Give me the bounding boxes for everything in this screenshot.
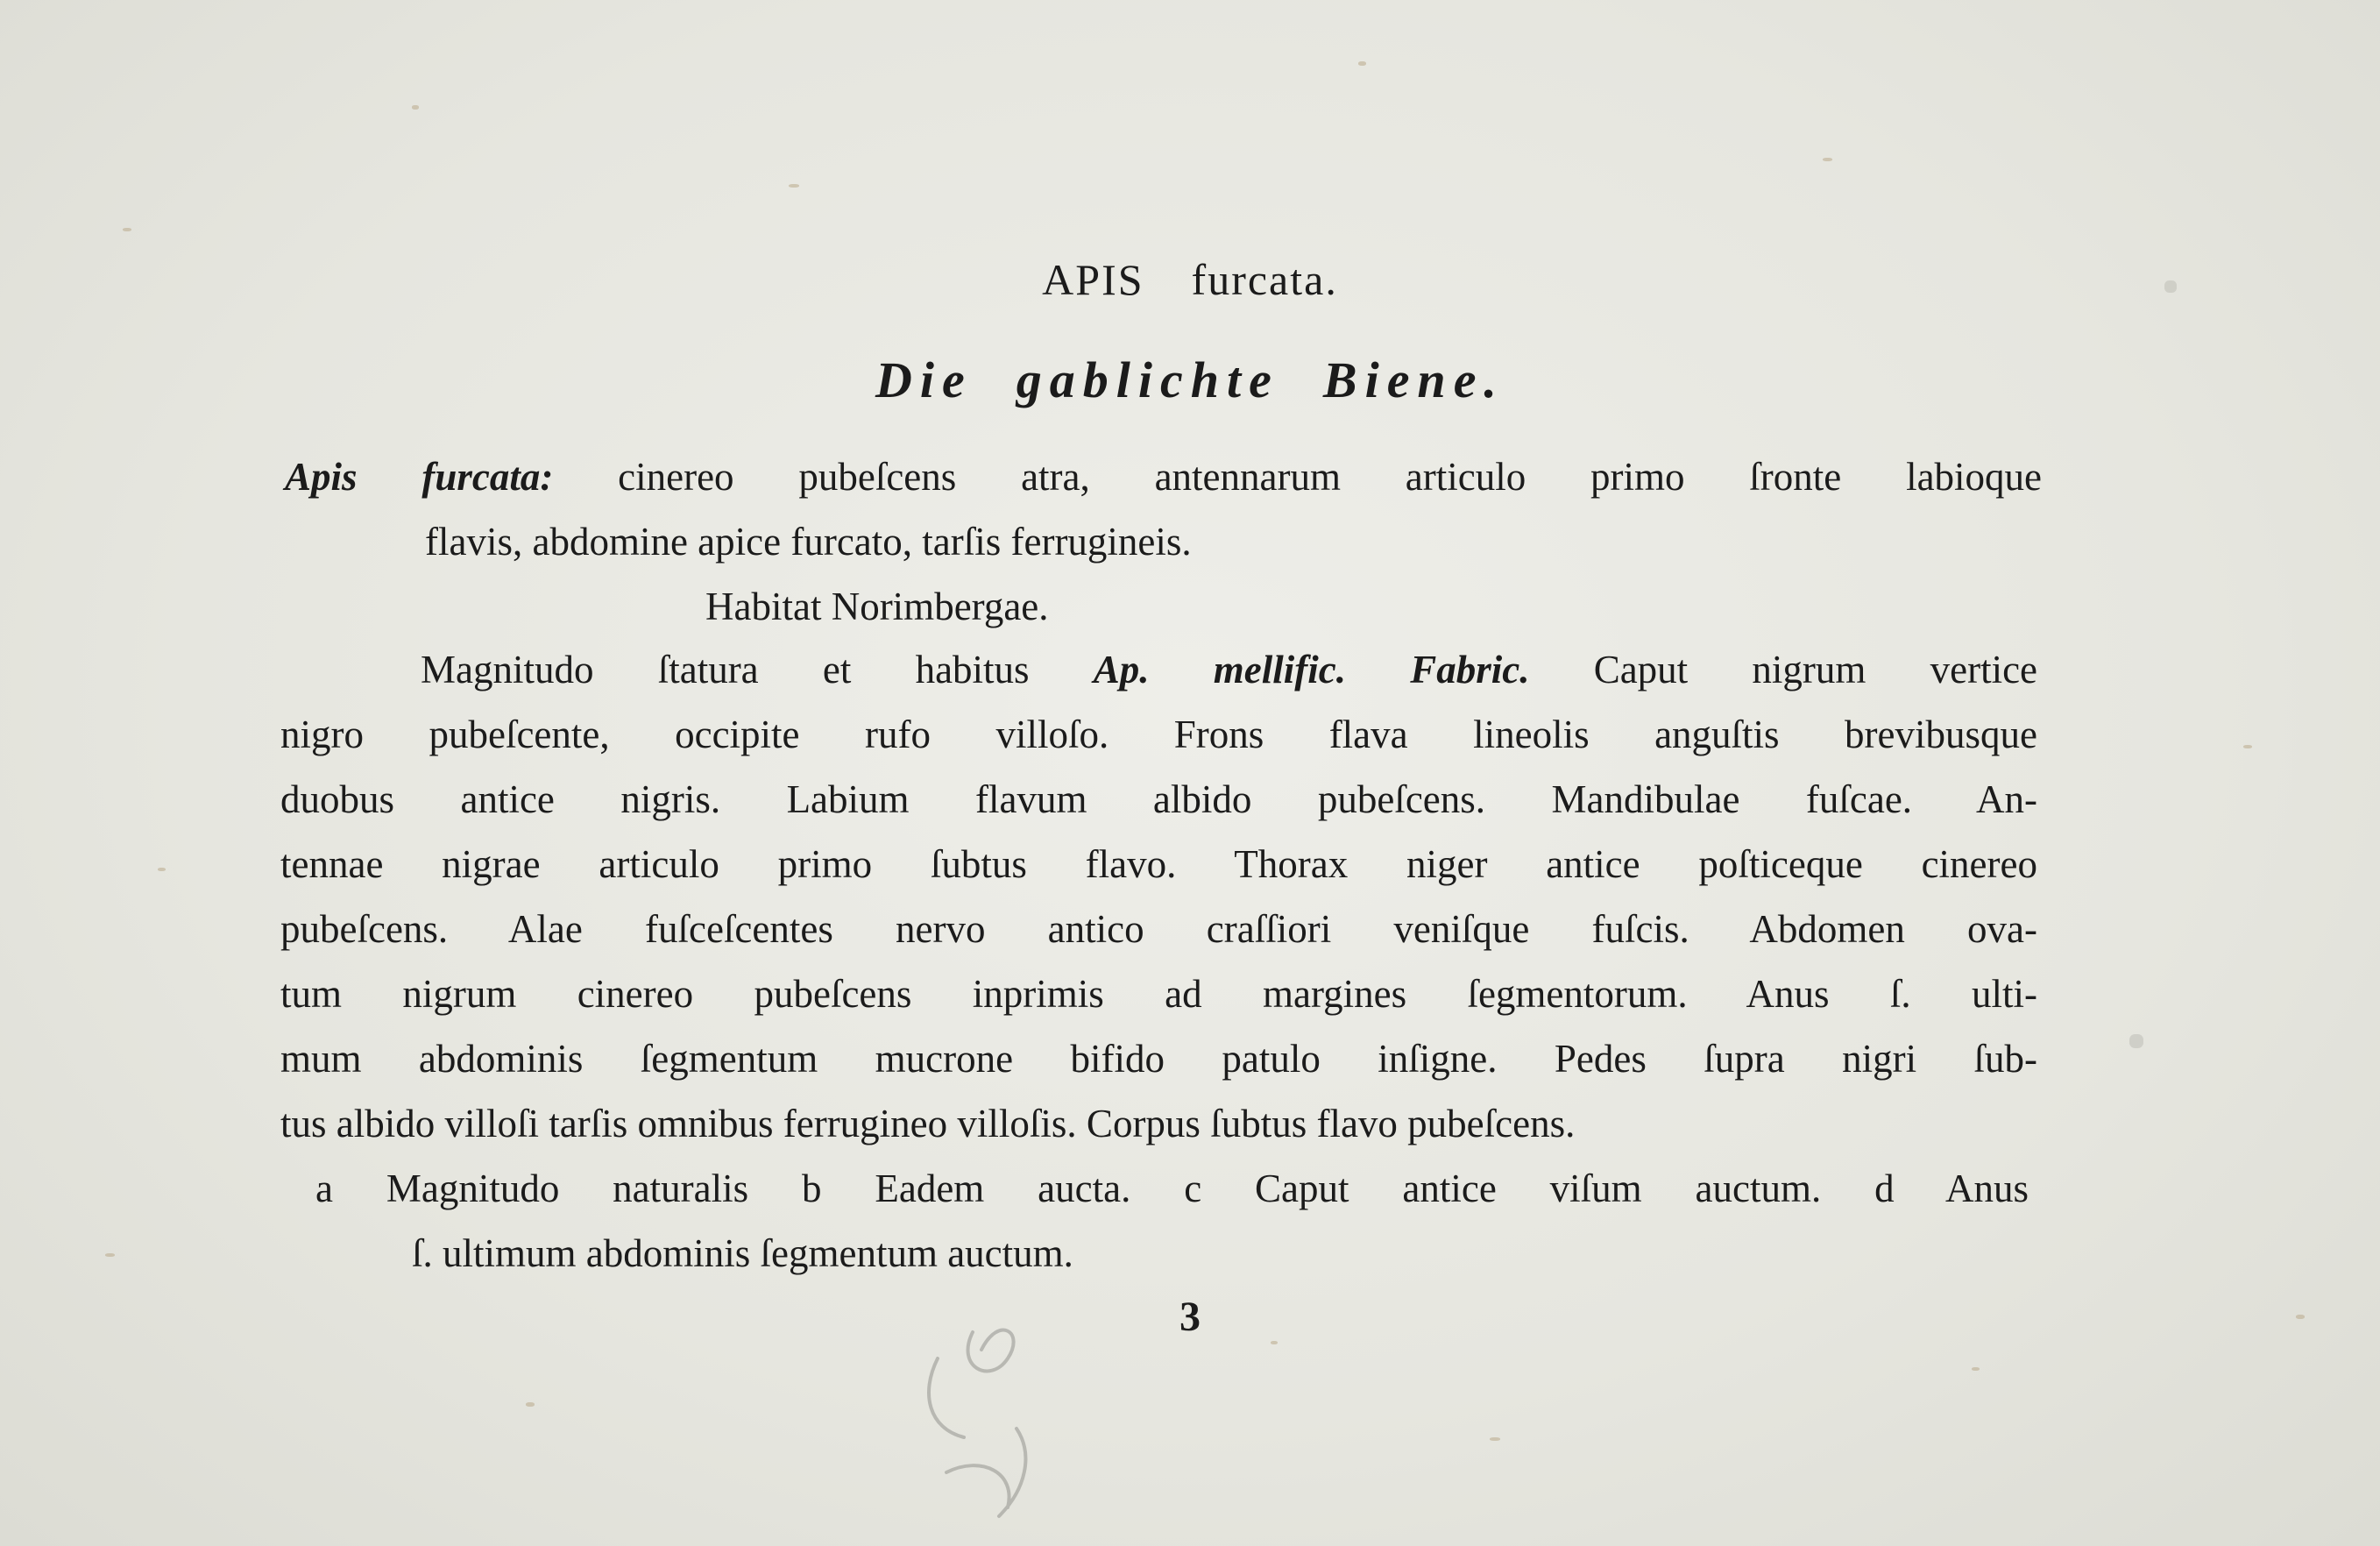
figure-legend-text-2: ſ. ultimum abdominis ſegmentum auctum.	[412, 1231, 1073, 1275]
paper-fleck	[1823, 158, 1832, 161]
description-line	[280, 972, 2037, 1016]
description-line	[280, 1039, 2037, 1079]
paper-fleck	[1490, 1437, 1500, 1441]
description-text: tennae nigrae articulo primo ſubtus flavo. Thorax niger antice poſticeque cinereo	[280, 842, 2037, 886]
paper-fleck	[2129, 1034, 2143, 1048]
diagnosis-text-1: cinereo pubeſcens atra, antennarum articulo primo ſronte labioque	[618, 455, 2043, 499]
paper-fleck	[1271, 1341, 1278, 1344]
diagnosis-line-2	[425, 522, 1192, 562]
paper-fleck	[412, 105, 419, 110]
description-line-1	[421, 650, 2037, 690]
paper-fleck	[158, 868, 166, 871]
figure-legend-line-1	[315, 1169, 2029, 1209]
description-text: pubeſcens. Alae fuſceſcentes nervo antico craſſiori veniſque fuſcis. Abdomen ova-	[280, 907, 2037, 951]
description-line	[280, 1104, 1575, 1144]
paper-fleck	[123, 228, 131, 231]
description-line	[280, 777, 2037, 821]
paper-fleck	[2243, 745, 2252, 748]
diagnosis-line-1	[285, 457, 2042, 497]
description-text: tus albido villoſi tarſis omnibus ferrugineo villoſis. Corpus ſubtus flavo pubeſcens.	[280, 1102, 1576, 1145]
diagnosis-species-name: Apis furcata:	[285, 455, 554, 499]
diagnosis-text-2: flavis, abdomine apice furcato, tarſis ferrugineis.	[425, 520, 1192, 564]
paper-fleck	[1358, 61, 1366, 66]
paper-fleck	[789, 184, 799, 188]
description-line	[280, 715, 2037, 755]
description-text: nigro pubeſcente, occipite rufo villoſo. Frons flava lineolis anguſtis brevibusque	[280, 713, 2037, 756]
description-text: tum nigrum cinereo pubeſcens inprimis ad margines ſegmentorum. Anus ſ. ulti-	[280, 972, 2037, 1016]
paper-fleck	[526, 1402, 535, 1407]
description-line	[280, 842, 2037, 886]
figure-legend-text-1: a Magnitudo naturalis b Eadem aucta. c Caput antice viſum auctum. d Anus	[315, 1167, 2029, 1210]
description-reference: Ap. mellific. Fabric.	[1093, 648, 1530, 691]
heading-genus: APIS	[1042, 255, 1144, 304]
habitat-line	[705, 587, 1049, 627]
description-lead-end: Caput nigrum vertice	[1593, 648, 2038, 691]
description-text: duobus antice nigris. Labium flavum albido pubeſcens. Mandibulae fuſcae. An-	[280, 777, 2037, 821]
paper-fleck	[1972, 1367, 1980, 1371]
subtitle-word-3: Biene.	[1322, 351, 1505, 408]
figure-legend-line-2	[412, 1231, 1073, 1275]
page-number: 3	[1179, 1294, 1201, 1340]
description-line	[280, 907, 2037, 951]
german-subtitle	[0, 351, 2380, 409]
description-text: mum abdominis ſegmentum mucrone bifido patulo inſigne. Pedes ſupra nigri ſub-	[280, 1037, 2037, 1081]
pencil-scribble-icon	[885, 1297, 1087, 1525]
species-heading	[0, 254, 2380, 305]
subtitle-word-1: Die	[875, 351, 973, 408]
subtitle-word-2: gablichte	[1016, 351, 1279, 408]
heading-species: furcata.	[1191, 255, 1338, 304]
habitat-text: Habitat Norimbergae.	[705, 585, 1049, 628]
paper-fleck	[105, 1253, 115, 1257]
description-lead: Magnitudo ſtatura et habitus	[421, 648, 1030, 691]
